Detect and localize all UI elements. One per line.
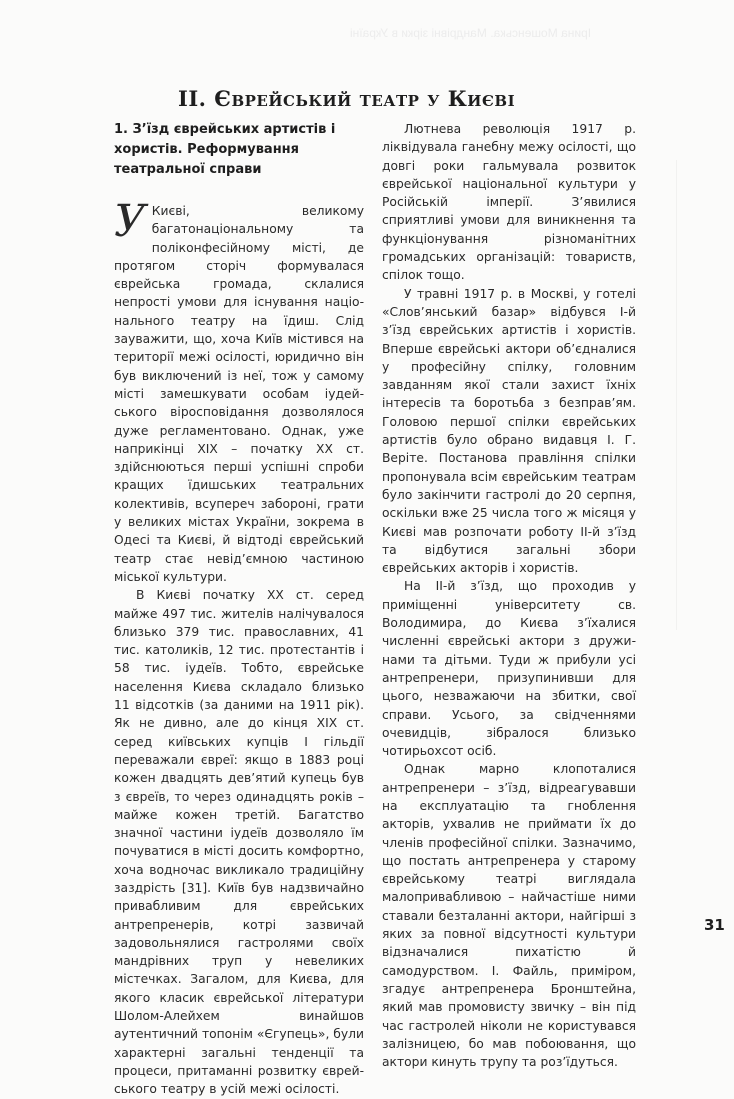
paragraph: В Києві початку XX ст. серед майже 497 тис. жителів налічувалося близько 379 тис. православних, 41 тис. католиків, 12 тис. протестантів і 58 тис. іудеїв. Тобто, єврейське населення Києва складало близько 11 відсотків (за даними на 1911 рік). Як не дивно, але до кінця XIX ст. серед київських купців I гільдії переважали євреї: якщо в 1883 році кожен двадцять дев’ятий купець був з євреїв, то через одинадцять років – майже кожен третій. Багатство значної частини іудеїв дозволяло їм почуватися в місті досить комфортно, хоча водночас викликало традиційну заздрість [31]. Київ був надзвичайно привабливим для єврейських антрепренерів, котрі зазвичай задовольнялися гастролями своїх мандрівних труп у невеликих містечках. Загалом, для Києва, для якого класик єврейської літератури Шолом-Алейхем винайшов аутентичний топонім «Єгупець», були характерні загальні тенденції та процеси, притаманні розвитку єврейського театру в усій межі осілості. — [114, 588, 364, 1097]
section-heading — [114, 120, 364, 180]
paragraph: Однак марно клопоталися антрепренери – з’їзд, відреагувавши на експлуатацію та гноблення акторів, ухвалив не приймати їх до членів професійної спілки. Зазначимо, що постать антрепренера у старому єврейському театрі виглядала малопривабливою – найчастіше ними ставали безталанні актори, найгірші з яких за повної відсутності культури відзначалися пихатістю й самодурством. І. Файль, приміром, згадує антрепренера Бронштейна, який мав промовисту звичку – він під час гастролей ніколи не користувався залізницею, бо мав побоювання, що актори кинуть трупу та роз’їдуться. — [382, 762, 636, 1070]
bleed-through-vertical-text — [676, 160, 717, 630]
running-header-bleed-through: Ірина Мошенська. Мандрівні зірки в Україні — [350, 26, 592, 40]
left-column — [114, 120, 364, 1099]
page-number: 31 — [704, 916, 725, 934]
paragraph: На II-й з’їзд, що проходив у приміщенні університету св. Володимира, до Києва з’їхалися численні єврейські актори з дружинами та дітьми. Туди ж прибули усі антрепренери, призупинивши для цього, незважаючи на збитки, свої справи. Усього, за свідченнями очевидців, зібралося близько чотирьохсот осіб. — [382, 579, 636, 759]
chapter-title: ІІ. Єврейський театр у Києві — [178, 86, 516, 112]
right-column — [382, 120, 636, 1071]
paragraph: У Києві, великому багатонаціональному та поліконфесійному місті, де протягом сторіч формувалася єврейська громада, склалися непрості умови для існування національного театру на їдиш. Слід зауважити, що, хоча Київ містився на території межі осілості, юридично він був виключений із неї, тож у самому місті замешкувати особам іудейського віросповідання дозволялося дуже регламентовано. Однак, уже наприкінці XIX – початку XX ст. здійснюються перші успішні спроби кращих їдишських театральних колективів, всупереч забороні, грати у великих містах України, зокрема в Одесі та Києві, й відтоді єврейський театр стає невід’ємною частиною міської культури. — [114, 196, 364, 584]
section-title: З’їзд єврейських артистів і хористів. Реформування театральної справи — [114, 122, 336, 177]
paragraph: Лютнева революція 1917 р. ліквідувала ганебну межу осілості, що довгі роки гальмувала розвиток єврейської національної культури у Російській імперії. З’явилися сприятливі умови для виникнення та функціонування різноманітних громадських організацій: товариств, спілок тощо. — [382, 122, 636, 283]
drop-cap: У — [114, 196, 146, 247]
section-number: 1. — [114, 122, 128, 137]
paragraph: У травні 1917 р. в Москві, у готелі «Слов’янський базар» відбувся I-й з’їзд єврейських артистів і хористів. Вперше єврейські актори об’єдналися у професійну спілку, головним завданням якої стали захист їхніх інтересів та боротьба з безправ’ям. Головою першої спілки єврейських артистів було обрано видавця І. Г. Веріте. Постанова правління спілки пропонувала всім єврейським театрам було закінчити гастролі до 20 серпня, оскільки вже 25 числа того ж місяця у Києві мав розпочати роботу II-й з’їзд та відбутися загальні збори єврейських акторів і хористів. — [382, 286, 636, 576]
